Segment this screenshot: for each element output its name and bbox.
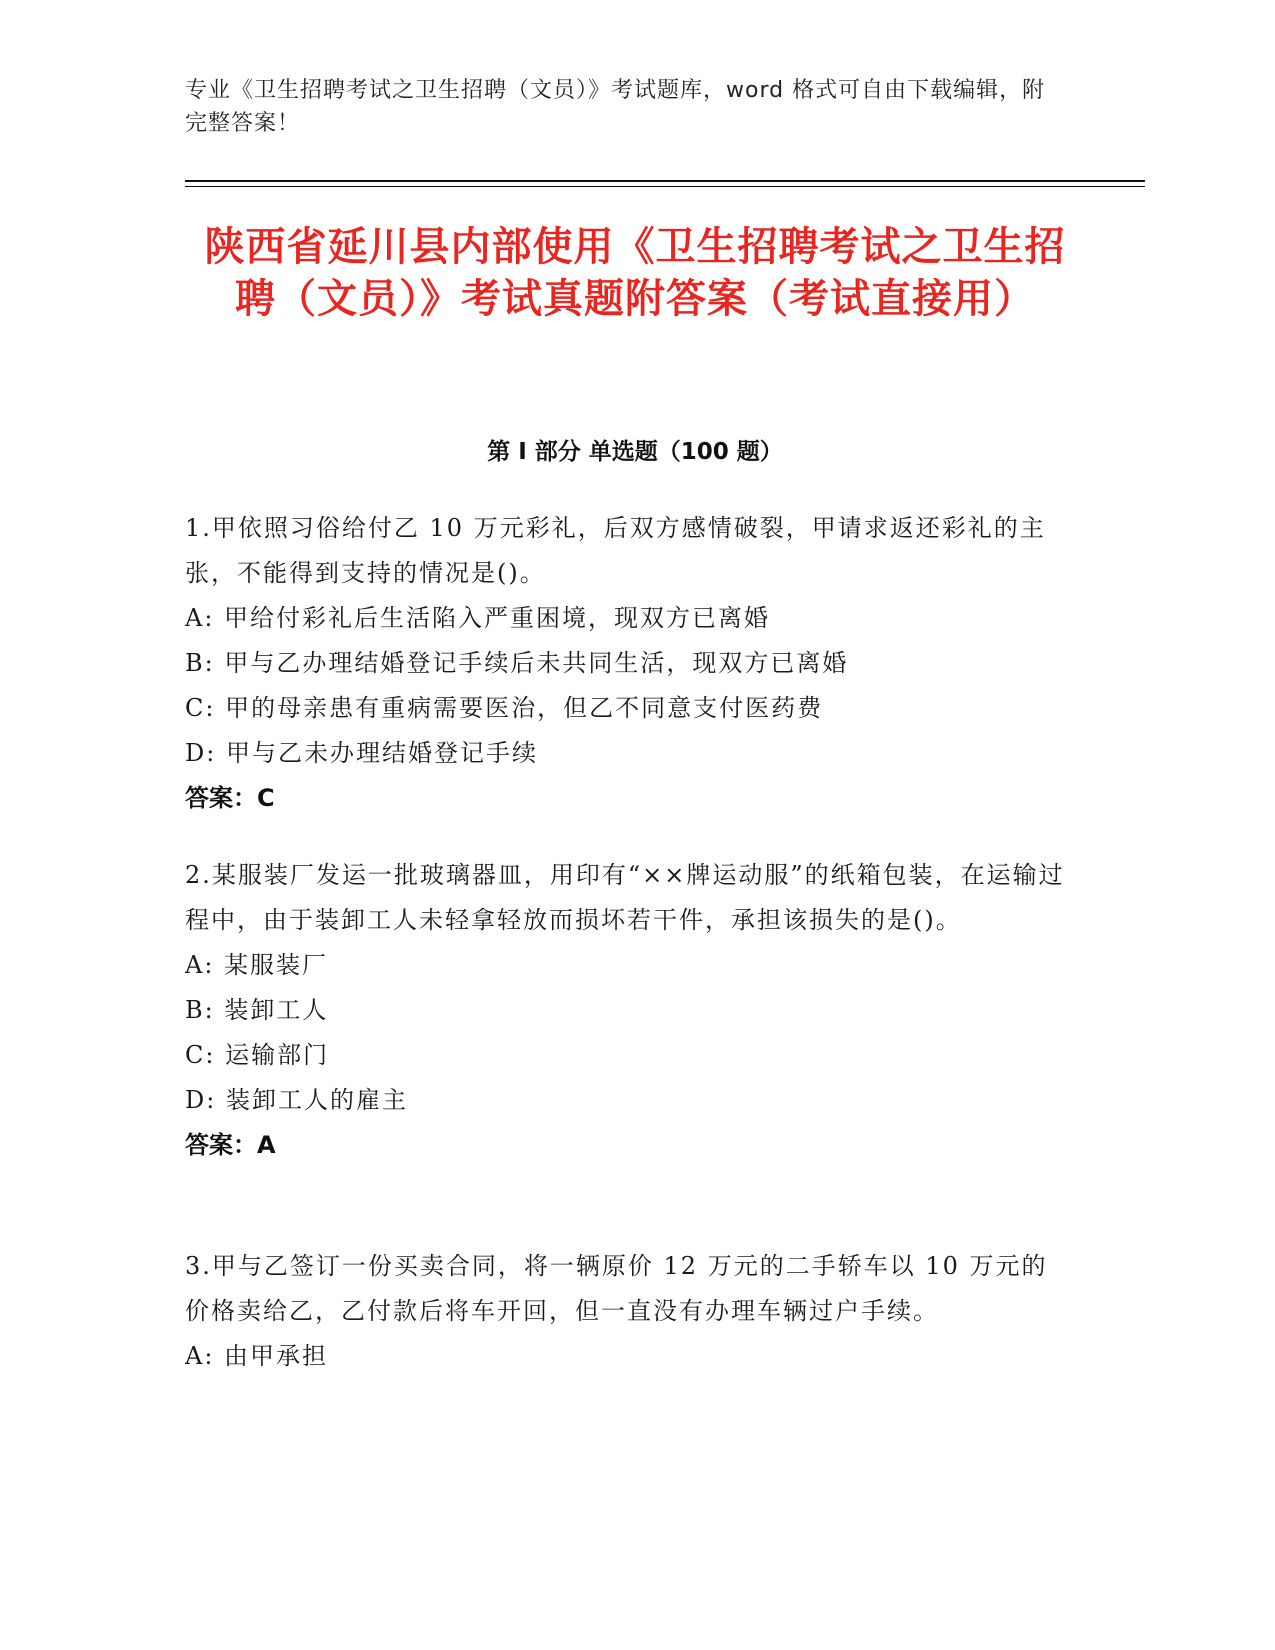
question-stem: 3.甲与乙签订一份买卖合同，将一辆原价 12 万元的二手轿车以 10 万元的价格卖给乙，乙付款后将车开回，但一直没有办理车辆过户手续。 (185, 1252, 1048, 1325)
option-c: C: 甲的母亲患有重病需要医治，但乙不同意支付医药费 (185, 694, 824, 722)
question-2 (185, 853, 1065, 1168)
header-rule-thick (185, 180, 1145, 182)
section-heading: 第 I 部分 单选题（100 题） (487, 439, 783, 465)
option-d: D: 甲与乙未办理结婚登记手续 (185, 739, 538, 767)
option-b: B: 甲与乙办理结婚登记手续后未共同生活，现双方已离婚 (185, 649, 849, 677)
option-c: C: 运输部门 (185, 1041, 330, 1069)
option-b: B: 装卸工人 (185, 996, 329, 1024)
question-stem: 2.某服装厂发运一批玻璃器皿，用印有“××牌运动服”的纸箱包装，在运输过程中，由于装卸工人未轻拿轻放而损坏若干件，承担该损失的是()。 (185, 861, 1065, 934)
answer-line: 答案：A (185, 1131, 276, 1159)
option-a: A: 某服装厂 (185, 951, 329, 979)
option-d: D: 装卸工人的雇主 (185, 1086, 408, 1114)
question-3 (185, 1244, 1065, 1379)
header-note: 专业《卫生招聘考试之卫生招聘（文员）》考试题库，word 格式可自由下载编辑，附完整答案！ (185, 78, 1046, 136)
question-stem: 1.甲依照习俗给付乙 10 万元彩礼，后双方感情破裂，甲请求返还彩礼的主张，不能得到支持的情况是()。 (185, 514, 1046, 587)
header-rule-thin (185, 186, 1145, 187)
option-a: A: 甲给付彩礼后生活陷入严重困境，现双方已离婚 (185, 604, 771, 632)
option-a: A: 由甲承担 (185, 1342, 329, 1370)
document-title: 陕西省延川县内部使用《卫生招聘考试之卫生招聘（文员）》考试真题附答案（考试直接用） (204, 224, 1066, 322)
answer-line: 答案：C (185, 784, 275, 812)
question-1 (185, 506, 1065, 821)
